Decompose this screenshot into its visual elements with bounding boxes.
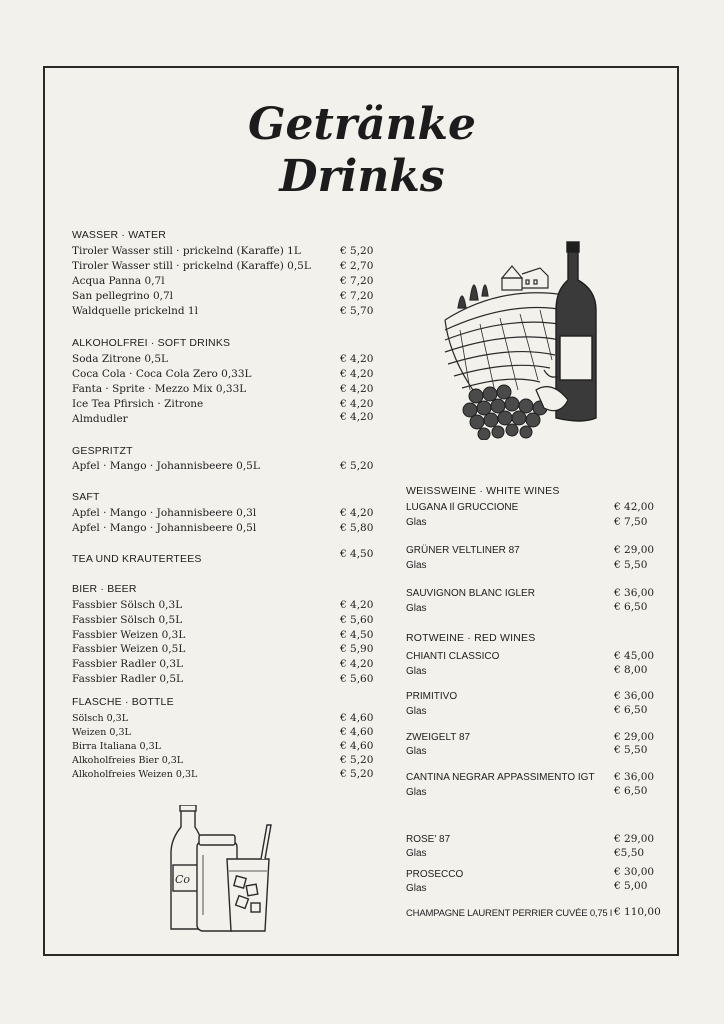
glas-price: € 6,50 <box>614 601 648 613</box>
glas-price: € 6,50 <box>614 785 648 797</box>
menu-item-price: € 5,90 <box>340 643 374 655</box>
menu-item-price: € 4,20 <box>340 353 374 365</box>
menu-item-name: Alkoholfreies Bier 0,3L <box>72 755 184 766</box>
section-heading: TEA UND KRAUTERTEES <box>72 553 202 565</box>
menu-item-price: € 7,20 <box>340 275 374 287</box>
wine-name: CANTINA NEGRAR APPASSIMENTO IGT <box>406 772 595 783</box>
section-heading: FLASCHE · BOTTLE <box>72 696 174 708</box>
menu-item-price: € 5,20 <box>340 245 374 257</box>
glas-label: Glas <box>406 560 427 571</box>
menu-item-price: € 4,20 <box>340 398 374 410</box>
menu-item-price: € 4,60 <box>340 740 374 752</box>
menu-item-name: Soda Zitrone 0,5L <box>72 353 169 365</box>
wine-price: € 45,00 <box>614 650 655 662</box>
wine-name: LUGANA Il GRUCCIONE <box>406 502 519 513</box>
glas-label: Glas <box>406 848 427 859</box>
glas-price: € 8,00 <box>614 664 648 676</box>
wine-price: € 29,00 <box>614 731 655 743</box>
glas-label: Glas <box>406 883 427 894</box>
svg-text:Co: Co <box>175 873 191 886</box>
menu-item-price: € 5,20 <box>340 768 374 780</box>
vineyard-wine-bottle-grapes-icon <box>440 240 610 440</box>
menu-item-price: € 5,20 <box>340 754 374 766</box>
wine-name: ZWEIGELT 87 <box>406 732 471 743</box>
wine-price: € 42,00 <box>614 501 655 513</box>
menu-item-name: Birra Italiana 0,3L <box>72 741 161 752</box>
glas-price: € 5,00 <box>614 880 648 892</box>
glas-label: Glas <box>406 787 427 798</box>
menu-item-name: Fassbier Radler 0,3L <box>72 658 183 670</box>
wine-name: SAUVIGNON BLANC IGLER <box>406 588 535 599</box>
glas-price: € 6,50 <box>614 704 648 716</box>
section-heading: ROTWEINE · RED WINES <box>406 632 536 644</box>
menu-item-name: Tiroler Wasser still · prickelnd (Karaffe) 0,5L <box>72 260 311 272</box>
wine-name: GRÜNER VELTLINER 87 <box>406 545 520 556</box>
menu-item-price: € 4,20 <box>340 368 374 380</box>
menu-item-name: Almdudler <box>72 413 128 425</box>
menu-item-price: € 4,60 <box>340 712 374 724</box>
page-title-de: Getränke <box>247 99 477 150</box>
menu-item-name: Tiroler Wasser still · prickelnd (Karaffe) 1L <box>72 245 301 257</box>
menu-item-price: € 4,20 <box>340 383 374 395</box>
section-heading: BIER · BEER <box>72 583 137 595</box>
wine-price: € 30,00 <box>614 866 655 878</box>
menu-item-price: € 5,60 <box>340 673 374 685</box>
glas-label: Glas <box>406 706 427 717</box>
wine-price: € 29,00 <box>614 544 655 556</box>
menu-item-name: Apfel · Mango · Johannisbeere 0,5l <box>72 522 257 534</box>
glas-price: € 5,50 <box>614 559 648 571</box>
menu-item-name: Fassbier Weizen 0,3L <box>72 629 186 641</box>
menu-item-name: Fassbier Weizen 0,5L <box>72 643 186 655</box>
menu-item-name: Waldquelle prickelnd 1l <box>72 305 198 317</box>
menu-item-name: Apfel · Mango · Johannisbeere 0,3l <box>72 507 257 519</box>
menu-item-price: € 5,70 <box>340 305 374 317</box>
menu-item-price: € 4,20 <box>340 411 374 423</box>
menu-item-price: € 5,60 <box>340 614 374 626</box>
wine-name: CHIANTI CLASSICO <box>406 651 500 662</box>
menu-item-name: Acqua Panna 0,7l <box>72 275 165 287</box>
menu-item-name: Fassbier Sölsch 0,5L <box>72 614 183 626</box>
menu-item-name: San pellegrino 0,7l <box>72 290 173 302</box>
menu-item-name: Sölsch 0,3L <box>72 713 129 724</box>
section-heading: WEISSWEINE · WHITE WINES <box>406 485 560 497</box>
menu-item-name: Fassbier Sölsch 0,3L <box>72 599 183 611</box>
menu-item-price: € 4,50 <box>340 548 374 560</box>
menu-item-name: Fanta · Sprite · Mezzo Mix 0,33L <box>72 383 247 395</box>
wine-price: € 36,00 <box>614 690 655 702</box>
section-heading: GESPRITZT <box>72 445 133 457</box>
wine-price: € 36,00 <box>614 587 655 599</box>
section-heading: SAFT <box>72 491 100 503</box>
menu-item-price: € 7,20 <box>340 290 374 302</box>
wine-price: € 29,00 <box>614 833 655 845</box>
glas-price: € 7,50 <box>614 516 648 528</box>
wine-name: ROSE' 87 <box>406 834 451 845</box>
menu-item-name: Ice Tea Pfirsich · Zitrone <box>72 398 204 410</box>
menu-item-price: € 4,50 <box>340 629 374 641</box>
menu-item-price: € 4,60 <box>340 726 374 738</box>
wine-name: PRIMITIVO <box>406 691 458 702</box>
menu-item-name: Weizen 0,3L <box>72 727 131 738</box>
menu-item-name: Apfel · Mango · Johannisbeere 0,5L <box>72 460 260 472</box>
menu-item-name: Fassbier Radler 0,5L <box>72 673 183 685</box>
section-heading: ALKOHOLFREI · SOFT DRINKS <box>72 337 231 349</box>
menu-item-price: € 4,20 <box>340 599 374 611</box>
glas-label: Glas <box>406 746 427 757</box>
wine-name: PROSECCO <box>406 869 464 880</box>
menu-item-price: € 5,80 <box>340 522 374 534</box>
glas-label: Glas <box>406 603 427 614</box>
section-heading: WASSER · WATER <box>72 229 166 241</box>
menu-item-price: € 5,20 <box>340 460 374 472</box>
page-title-en: Drinks <box>279 151 445 202</box>
bottles-jar-glass-icon <box>165 805 285 935</box>
menu-item-name: Coca Cola · Coca Cola Zero 0,33L <box>72 368 252 380</box>
wine-price: € 36,00 <box>614 771 655 783</box>
menu-item-name: Alkoholfreies Weizen 0,3L <box>72 769 198 780</box>
champagne-price: € 110,00 <box>614 906 661 918</box>
menu-item-price: € 4,20 <box>340 507 374 519</box>
champagne-name: CHAMPAGNE LAURENT PERRIER CUVÉE 0,75 l <box>406 908 612 919</box>
glas-label: Glas <box>406 666 427 677</box>
menu-item-price: € 4,20 <box>340 658 374 670</box>
glas-price: €5,50 <box>614 847 645 859</box>
menu-item-price: € 2,70 <box>340 260 374 272</box>
glas-price: € 5,50 <box>614 744 648 756</box>
glas-label: Glas <box>406 517 427 528</box>
